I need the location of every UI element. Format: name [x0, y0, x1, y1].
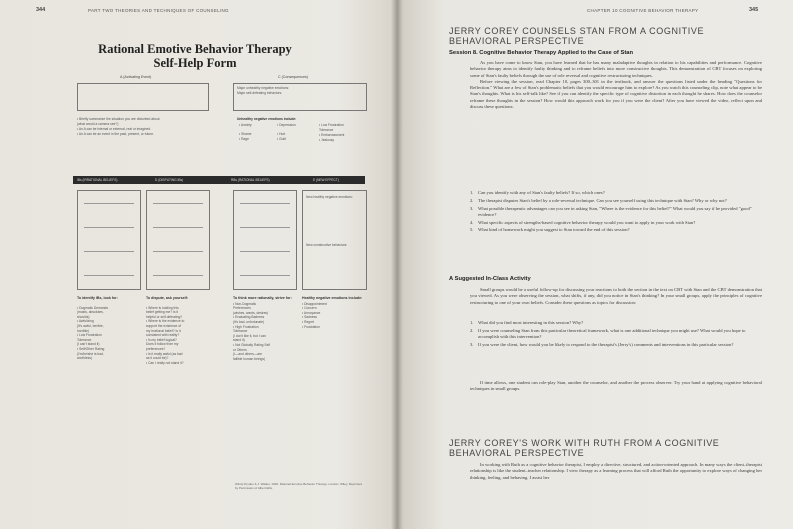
a-note: • An A can be an event in the past, present, or future. [77, 132, 155, 136]
list-item: consistent with reality? [146, 333, 180, 338]
list-item: • Awfulizing [77, 319, 94, 324]
paragraph: As you have come to know Stan, you have learned that he has many maladaptive thoughts in relation to his capabilities and performance. Cognitive behavior therapy aims to identify faulty thinking and to reframe beliefs into more constructive thoughts. This demonstration of CBT focuses on exploring some of Stan's faulty beliefs through the use of role reversal and cognitive restructuring techniques. [470, 60, 762, 78]
healthy-emotions-column [302, 296, 366, 329]
list-item: 1. Can you identify with any of Stan's faulty beliefs? If so, which ones? [470, 190, 605, 195]
list-item: • Is it really awful (as bad [146, 351, 183, 356]
list-item: (wishes, wants, desires) [233, 310, 269, 315]
rbs-box [233, 190, 297, 290]
emotion-item: • Depression [277, 123, 296, 127]
list-item: 2. If you were counseling Stan from this particular theoretical framework, what is one additional technique you might use? What would you hope to accomplish with this intervention? [470, 327, 746, 340]
intro-paragraphs [470, 60, 762, 110]
list-item: my irrational belief? Is it [146, 328, 181, 333]
column-heading: Healthy negative emotions include: [302, 296, 363, 300]
column-heading: To dispute, ask yourself: [146, 296, 189, 300]
book-gutter [391, 0, 403, 529]
list-item: Tolerance [233, 329, 248, 334]
list-item: helpful or self-defeating? [146, 314, 183, 319]
form-credit: Windy Dryden & J. Walker, 1992. Rational Emotive Behavior Therapy. London: Wiley. Reprinted by Permission of Albert Ellis. [235, 482, 362, 490]
c-box-behaviors-label: Major self-defeating behaviors: [237, 91, 283, 95]
bar-label-rbs: RBs (RATIONAL BELIEFS) [231, 178, 270, 182]
emotion-item: • Low Frustration [319, 123, 344, 127]
section-heading-line2: BEHAVIORAL PERSPECTIVE [449, 448, 585, 458]
list-item: • Annoyance [302, 310, 321, 315]
emotions-header: Unhealthy negative emotions include: [237, 117, 297, 121]
list-item: (it's bad, unfortunate) [233, 319, 265, 324]
bar-label-ibs: IBs (IRRATIONAL BELIEFS) [77, 178, 118, 182]
bar-label-new-effect: E (NEW EFFECT) [313, 178, 339, 182]
list-item: • High Frustration [233, 324, 259, 329]
form-section-bar [73, 176, 365, 184]
list-item: worthless) [77, 356, 93, 361]
list-item: • Concern [302, 306, 317, 311]
list-item: • Dogmatic Demands [77, 305, 109, 310]
list-item: (I—and others—are [233, 352, 262, 357]
list-item: horrible) [77, 328, 90, 333]
list-item: 5. What kind of homework might you suggest to Stan toward the end of this session? [470, 227, 630, 233]
paragraph: If time allows, one student can role-play Stan, another the counselor, and another the process observer. Try your hand at applying cognitive behavioral techniques in small groups. [470, 380, 762, 392]
activating-event-box [77, 83, 209, 111]
form-title [60, 42, 330, 70]
activating-event-notes [77, 117, 160, 137]
list-item: shoulds) [77, 314, 90, 319]
ibs-box [77, 190, 141, 290]
page-number-right: 345 [749, 7, 759, 13]
ruth-paragraph [470, 462, 762, 481]
page-number-left: 344 [36, 7, 46, 13]
list-item: • Non-Dogmatic [233, 301, 257, 306]
unhealthy-emotions-list [237, 117, 345, 142]
list-item: preferences? [146, 346, 166, 351]
list-item: 3. What possible therapeutic advantages can you see in asking Stan, "Where is the evidence for this belief?" What would you say if he provided "good" evidence? [470, 205, 752, 217]
list-item: support the existence of [146, 323, 182, 328]
list-item: stand it) [233, 338, 245, 343]
new-effect-box [302, 190, 367, 290]
list-item: • Is my belief logical? [146, 337, 177, 342]
list-item: 4. What specific aspects of strengths-based cognitive behavior therapy would you want to apply in your work with Stan? [470, 219, 696, 225]
activity-paragraph [470, 287, 762, 306]
emotion-item: • Guilt [277, 137, 286, 141]
think-rationally-column [233, 296, 299, 361]
list-item: 3. If you were the client, how would you be likely to respond to the therapist's (Jerry's) comments and interventions in this particular session? [470, 341, 734, 347]
a-note: • An A can be internal or external, real or imagined. [77, 127, 152, 131]
reflection-questions [470, 190, 762, 235]
section-heading-line1: JERRY COREY'S WORK WITH RUTH FROM A COGNITIVE [449, 438, 720, 448]
identify-ibs-column [77, 296, 143, 361]
column-heading: To think more rationally, strive for: [233, 296, 292, 300]
label-consequences: C (Consequences) [278, 75, 308, 79]
a-note: • Briefly summarize the situation you are disturbed about [77, 117, 160, 121]
emotion-item: • Shame [239, 132, 252, 136]
new-emotions-label: New healthy negative emotions: [306, 195, 353, 199]
form-title-line1: Rational Emotive Behavior Therapy [98, 42, 292, 56]
list-item: Preferences [233, 306, 251, 311]
list-item: (musts, absolutes, [77, 310, 104, 315]
disputing-box [146, 190, 210, 290]
list-item: • Where is holding this [146, 305, 179, 310]
emotion-item: • Anxiety [239, 123, 252, 127]
section-heading-line1: JERRY COREY COUNSELS STAN FROM A COGNITIVE [449, 26, 705, 36]
form-title-line2: Self-Help Form [153, 56, 237, 70]
emotion-item: • Hurt [277, 132, 286, 136]
paragraph: Before viewing the session, read Chapter 10, pages 300–301 in the textbook, and answer the questions listed under the heading "Questions for Reflection." What are a few of Stan's problematic beliefs that you would encourage him to explore? As you watch this counseling clip, note what appear to be Stan's thoughts. What is his self-talk like? See if you can identify the specific type of cognitive distortion in each thought he shares. How does the counselor reframe these thoughts in the session? How would this approach work for you if you were the client? After you have viewed the video, reflect upon and discuss these questions: [470, 78, 762, 110]
list-item: Tolerance [77, 337, 92, 342]
section-heading-stan [449, 26, 704, 46]
list-item: fallible human beings) [233, 356, 266, 361]
list-item: Does it follow from my [146, 342, 179, 347]
list-item: • Sadness [302, 315, 317, 320]
list-item: as it could be)? [146, 356, 169, 361]
section-heading-ruth [449, 438, 719, 458]
list-item: • Can I really not stand it? [146, 360, 184, 365]
list-item: (It's awful, terrible, [77, 323, 104, 328]
list-item: 1. What did you find most interesting in this session? Why? [470, 320, 584, 325]
list-item: • Low Frustration [77, 333, 102, 338]
paragraph: Small groups would be a useful follow-up for discussing your reactions to both the section in the text on CBT with Stan and the CBT demonstration that you viewed. As you were observing the session, what shifts, if any, did you notice in Stan's thinking? In your small groups, apply the principles of cognitive restructuring to one of your own beliefs. Consider these questions as topics for discussion: [470, 287, 762, 305]
session-heading: Session 8. Cognitive Behavior Therapy Applied to the Case of Stan [449, 50, 634, 56]
column-heading: To identify IBs, look for: [77, 296, 118, 300]
list-item: • Not Globally Rating Self [233, 342, 271, 347]
list-item: • Regret [302, 319, 314, 324]
discussion-questions [470, 320, 762, 350]
dispute-column [146, 296, 216, 365]
emotion-item: • Rage [239, 137, 249, 141]
list-item: • Evaluating Badness [233, 315, 265, 320]
label-activating-event: A (Activating Event) [120, 75, 152, 79]
emotion-item: • Jealousy [319, 138, 335, 142]
c-box-emotions-label: Major unhealthy negative emotions: [237, 86, 290, 90]
list-item: • Disappointment [302, 301, 327, 306]
bar-label-disputing: D (DISPUTING IBs) [155, 178, 184, 182]
list-item: • Where is the evidence to [146, 319, 185, 324]
list-item: (I'm/he/she is bad, [77, 351, 104, 356]
paragraph: In working with Ruth as a cognitive behavior therapist, I employ a directive, structured, and action-oriented approach. In many ways the client–therapist relationship is like the student–teacher relationship. I view therapy as a learning process that will afford Ruth the opportunity to explore ways of changing her thinking, feeling, and behaving. I assist her [470, 462, 762, 480]
list-item: 2. The therapist disputes Stan's belief by a role-reversal technique. Can you see yourself using this technique with Stan? Why or why not? [470, 197, 727, 203]
activity-heading: A Suggested In-Class Activity [449, 276, 531, 282]
list-item: belief getting me? Is it [146, 310, 179, 315]
emotion-item: Tolerance [319, 128, 334, 132]
list-item: • Self/Other Rating [77, 346, 105, 351]
new-behaviors-label: New constructive behaviors: [306, 243, 348, 247]
list-item: (I don't like it, but I can [233, 333, 266, 338]
emotion-item: • Embarrassment [319, 133, 345, 137]
running-head-left: PART TWO THEORIES AND TECHNIQUES OF COUNSELING [88, 8, 229, 13]
list-item: • Frustration [302, 324, 320, 329]
section-heading-line2: BEHAVIORAL PERSPECTIVE [449, 36, 585, 46]
list-item: or Others [233, 347, 247, 352]
a-note: (what would a camera see?) [77, 122, 119, 126]
list-item: (I can't stand it) [77, 342, 100, 347]
running-head-right: CHAPTER 10 COGNITIVE BEHAVIOR THERAPY [587, 8, 699, 13]
consequences-box [233, 83, 367, 111]
role-play-paragraph [470, 380, 762, 393]
